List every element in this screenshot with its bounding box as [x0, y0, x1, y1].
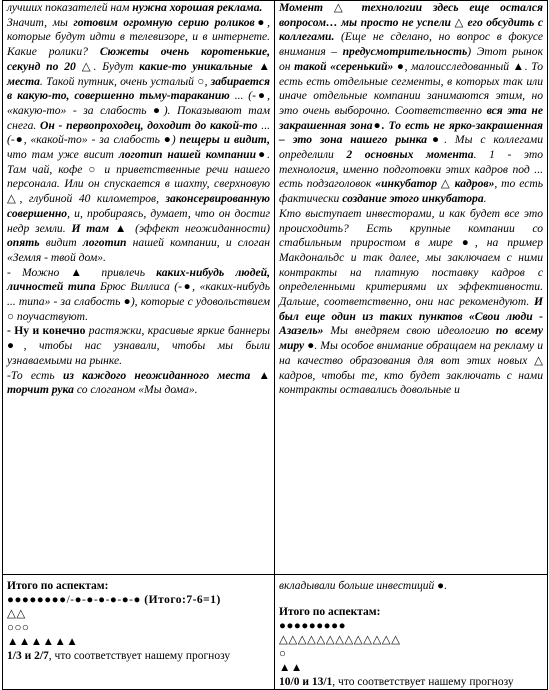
right-continuation-text: вкладывали больше инвестиций [279, 580, 435, 592]
left-summary-total: (Итого:7-6=1) [140, 594, 221, 606]
right-summary-conclusion: , что соответствует нашему прогнозу [332, 676, 514, 688]
right-summary-filled-circles: ●●●●●●●●● [279, 620, 347, 632]
left-summary-filled-triangles: ▲▲▲▲▲▲ [7, 636, 79, 648]
right-summary-filled-triangles: ▲▲ [279, 662, 303, 674]
right-summary-triangles: △△△△△△△△△△△△△ [279, 634, 401, 646]
document-page [2, 0, 547, 688]
right-continuation-symbol: ●. [437, 580, 447, 592]
left-summary-circles: ○○○ [7, 622, 30, 634]
aspect-analysis-table [2, 0, 548, 690]
left-summary-filled-circles [7, 593, 270, 607]
right-summary-ratio: 10/0 и 13/1 [279, 676, 333, 688]
left-summary-cell [3, 575, 275, 690]
right-text-cell [275, 1, 548, 575]
left-summary-title: Итого по аспектам: [7, 580, 109, 592]
left-summary-result [7, 649, 270, 663]
left-text-cell [3, 1, 275, 575]
right-continuation [279, 579, 543, 593]
left-summary-symbols: ●●●●●●●●/-●-●-●-●-●-● [7, 594, 141, 606]
right-summary-title: Итого по аспектам: [279, 606, 381, 618]
left-summary-triangles: △△ [7, 608, 26, 620]
right-summary-cell [275, 575, 548, 690]
left-column-text: лучших показателей нам нужна хорошая реклама. Значит, мы готовим огромную серию роликов●, которые будут идти в телевизоре, и в интернете. Какие ролики? Сюжеты очень коротенькие, секунд по 20 △. Будут какие-то уникальные ▲ места. Такой путник, очень усталый ○, забирается в какую-то, совершенно тьму-тараканию ... (-●, «какую-то» - за слабость ●). Показывают там снега. Он - первопроходец, доходит до какой-то ... (-●, «какой-то» - за слабость ●) пещеры и видит, что там уже висит логотип нашей компании●. Там чай, кофе ○ и приветственные речи нашего персонала. Или он спускается в шахту, сверхновую △, глубиной 40 километров, законсервированную совершенно, и, пробираясь, думает, что он достиг недр земли. И там ▲ (эффект неожиданности) опять видит логотип нашей компании, и слоган «Земля - твой дом». - Можно ▲ привлечь каких-нибудь людей, личностей типа Брюс Виллиса (-●, «каких-нибудь ... типа» - за слабость ●), которые с удовольствием ○ поучаствуют. - Ну и конечно растяжки, красивые яркие баннеры ●, чтобы нас узнавали, чтобы мы были узнаваемыми на рынке. -То есть из каждого неожиданного места ▲ торчит рука со слоганом «Мы дома». [7, 1, 271, 397]
right-summary-circles: ○ [279, 648, 287, 660]
left-summary-conclusion: , что соответствует нашему прогнозу [48, 650, 231, 662]
right-summary-result [279, 675, 543, 689]
left-summary-ratio: 1/3 и 2/7 [7, 650, 49, 662]
right-column-text: Момент △ технологии здесь еще остался вопросом… мы просто не успели △ его обсудить с коллегами. (Еще не сделано, но вопрос в фокусе внимания – предусмотрительность) Этот рынок он такой «серенький» ●, малоисследованный ▲. То есть есть отдельные сегменты, в которых так или иначе отдельные компании занимаются этим, но это очень выборочно. Соответственно вся эта не закрашенная зона●. То есть не ярко-закрашенная – это зона нашего рынка●. Мы с коллегами определили 2 основных момента. 1 - это технология, именно подготовки этих кадров под ... есть подзаголовок «инкубатор △ кадров», то есть фактически создание этого инкубатора. Кто выступает инвесторами, и как будет все это происходить? Есть крупные компании со стабильным приростом в мире ●, на пример Макдональдс и так далее, мы заключаем с ними контракты на платную поставку кадров с определенными критериями их эффективности. Дальше, соответственно, они нас рекомендуют. И был еще один из таких пунктов «Свои люди - Азазель» Мы внедряем свою идеологию по всему миру ●. Мы особое внимание обращаем на рекламу и на качество образования для вот этих новых △ кадров, чтобы те, кто будет заключать с нами контракты оставались довольные и [279, 1, 544, 397]
